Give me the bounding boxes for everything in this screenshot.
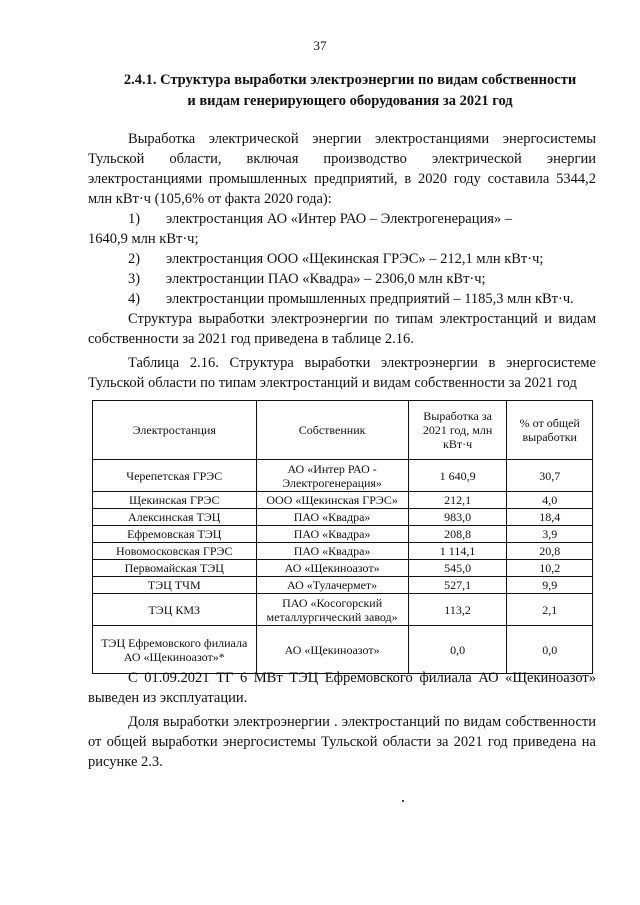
cell-generation: 208,8 xyxy=(408,526,507,543)
structure-note-paragraph: Структура выработки электроэнергии по типам электростанций и видам собственности за 2021 год приведена в таблице 2.16. xyxy=(88,311,596,347)
intro-section xyxy=(88,129,596,349)
table-row xyxy=(93,560,593,577)
cell-generation: 212,1 xyxy=(408,492,507,509)
cell-share: 4,0 xyxy=(507,492,593,509)
table-row xyxy=(93,626,593,674)
table-header-row xyxy=(93,401,593,460)
cell-station: ТЭЦ ТЧМ xyxy=(93,577,257,594)
header-share: % от общей выработки xyxy=(507,401,593,460)
list-item-number: 3) xyxy=(128,271,141,287)
cell-share: 20,8 xyxy=(507,543,593,560)
table-row xyxy=(93,543,593,560)
section-heading-line-2: и видам генерирующего оборудования за 2021 год xyxy=(187,93,513,109)
section-heading-line-1: 2.4.1. Структура выработки электроэнергии по видам собственности xyxy=(123,72,577,88)
cell-generation: 1 640,9 xyxy=(408,460,507,492)
scan-speck xyxy=(402,800,404,802)
list-item-number: 4) xyxy=(128,291,141,307)
cell-station: Щекинская ГРЭС xyxy=(93,492,257,509)
list-item-text: электростанции промышленных предприятий – 1185,3 млн кВт·ч. xyxy=(166,291,574,307)
list-item xyxy=(88,269,596,289)
cell-owner: ООО «Щекинская ГРЭС» xyxy=(256,492,408,509)
closing-section xyxy=(88,668,596,776)
cell-generation: 527,1 xyxy=(408,577,507,594)
cell-station: Новомосковская ГРЭС xyxy=(93,543,257,560)
cell-station: Алексинская ТЭЦ xyxy=(93,509,257,526)
cell-share: 0,0 xyxy=(507,626,593,674)
cell-station: Черепетская ГРЭС xyxy=(93,460,257,492)
header-generation: Выработка за 2021 год, млн кВт·ч xyxy=(408,401,507,460)
cell-generation: 545,0 xyxy=(408,560,507,577)
cell-station: ТЭЦ КМЗ xyxy=(93,594,257,626)
cell-owner: АО «Интер РАО - Электрогенерация» xyxy=(256,460,408,492)
page-number: 37 xyxy=(313,38,327,53)
list-item-number: 2) xyxy=(128,251,141,267)
table-row xyxy=(93,526,593,543)
cell-station: ТЭЦ Ефремовского филиала АО «Щекиноазот»* xyxy=(93,626,257,674)
list-item-text: электростанция ООО «Щекинская ГРЭС» – 212,1 млн кВт·ч; xyxy=(166,251,544,267)
cell-generation: 0,0 xyxy=(408,626,507,674)
list-item xyxy=(88,209,596,229)
table-row xyxy=(93,509,593,526)
cell-owner: ПАО «Косогорский металлургический завод» xyxy=(256,594,408,626)
cell-share: 9,9 xyxy=(507,577,593,594)
cell-owner: АО «Щекиноазот» xyxy=(256,560,408,577)
cell-owner: ПАО «Квадра» xyxy=(256,509,408,526)
cell-share: 30,7 xyxy=(507,460,593,492)
cell-station: Первомайская ТЭЦ xyxy=(93,560,257,577)
cell-station: Ефремовская ТЭЦ xyxy=(93,526,257,543)
generation-table xyxy=(92,400,593,674)
cell-share: 3,9 xyxy=(507,526,593,543)
list-item-text: электростанция АО «Интер РАО – Электрогенерация» – xyxy=(166,211,513,227)
table-row xyxy=(93,492,593,509)
cell-owner: ПАО «Квадра» xyxy=(256,526,408,543)
cell-owner: АО «Щекиноазот» xyxy=(256,626,408,674)
decommission-paragraph: С 01.09.2021 ТГ 6 МВт ТЭЦ Ефремовского филиала АО «Щекиноазот» выведен из эксплуатации. xyxy=(88,670,596,706)
section-heading xyxy=(95,70,605,112)
header-owner: Собственник xyxy=(256,401,408,460)
list-item-number: 1) xyxy=(128,211,141,227)
cell-owner: АО «Тулачермет» xyxy=(256,577,408,594)
cell-generation: 983,0 xyxy=(408,509,507,526)
cell-generation: 1 114,1 xyxy=(408,543,507,560)
table-row xyxy=(93,460,593,492)
cell-share: 10,2 xyxy=(507,560,593,577)
cell-share: 2,1 xyxy=(507,594,593,626)
table-row xyxy=(93,577,593,594)
list-item xyxy=(88,289,596,309)
list-item xyxy=(88,249,596,269)
table-row xyxy=(93,594,593,626)
list-item-continuation: 1640,9 млн кВт·ч; xyxy=(88,231,199,247)
header-station: Электростанция xyxy=(93,401,257,460)
closing-paragraph: Доля выработки электроэнергии . электростанций по видам собственности от общей выработки энергосистемы Тульской области за 2021 год приведена на рисунке 2.3. xyxy=(88,714,596,770)
cell-generation: 113,2 xyxy=(408,594,507,626)
table-caption: Таблица 2.16. Структура выработки электроэнергии в энергосистеме Тульской области по типам электростанций и видам собственности за 2021 год xyxy=(88,355,596,391)
cell-owner: ПАО «Квадра» xyxy=(256,543,408,560)
cell-share: 18,4 xyxy=(507,509,593,526)
list-item-text: электростанции ПАО «Квадра» – 2306,0 млн кВт·ч; xyxy=(166,271,486,287)
intro-paragraph: Выработка электрической энергии электростанциями энергосистемы Тульской области, включая производство электрической энергии электростанциями промышленных предприятий, в 2020 году составила 5344,2 млн кВт·ч (105,6% от факта 2020 года): xyxy=(88,131,596,207)
